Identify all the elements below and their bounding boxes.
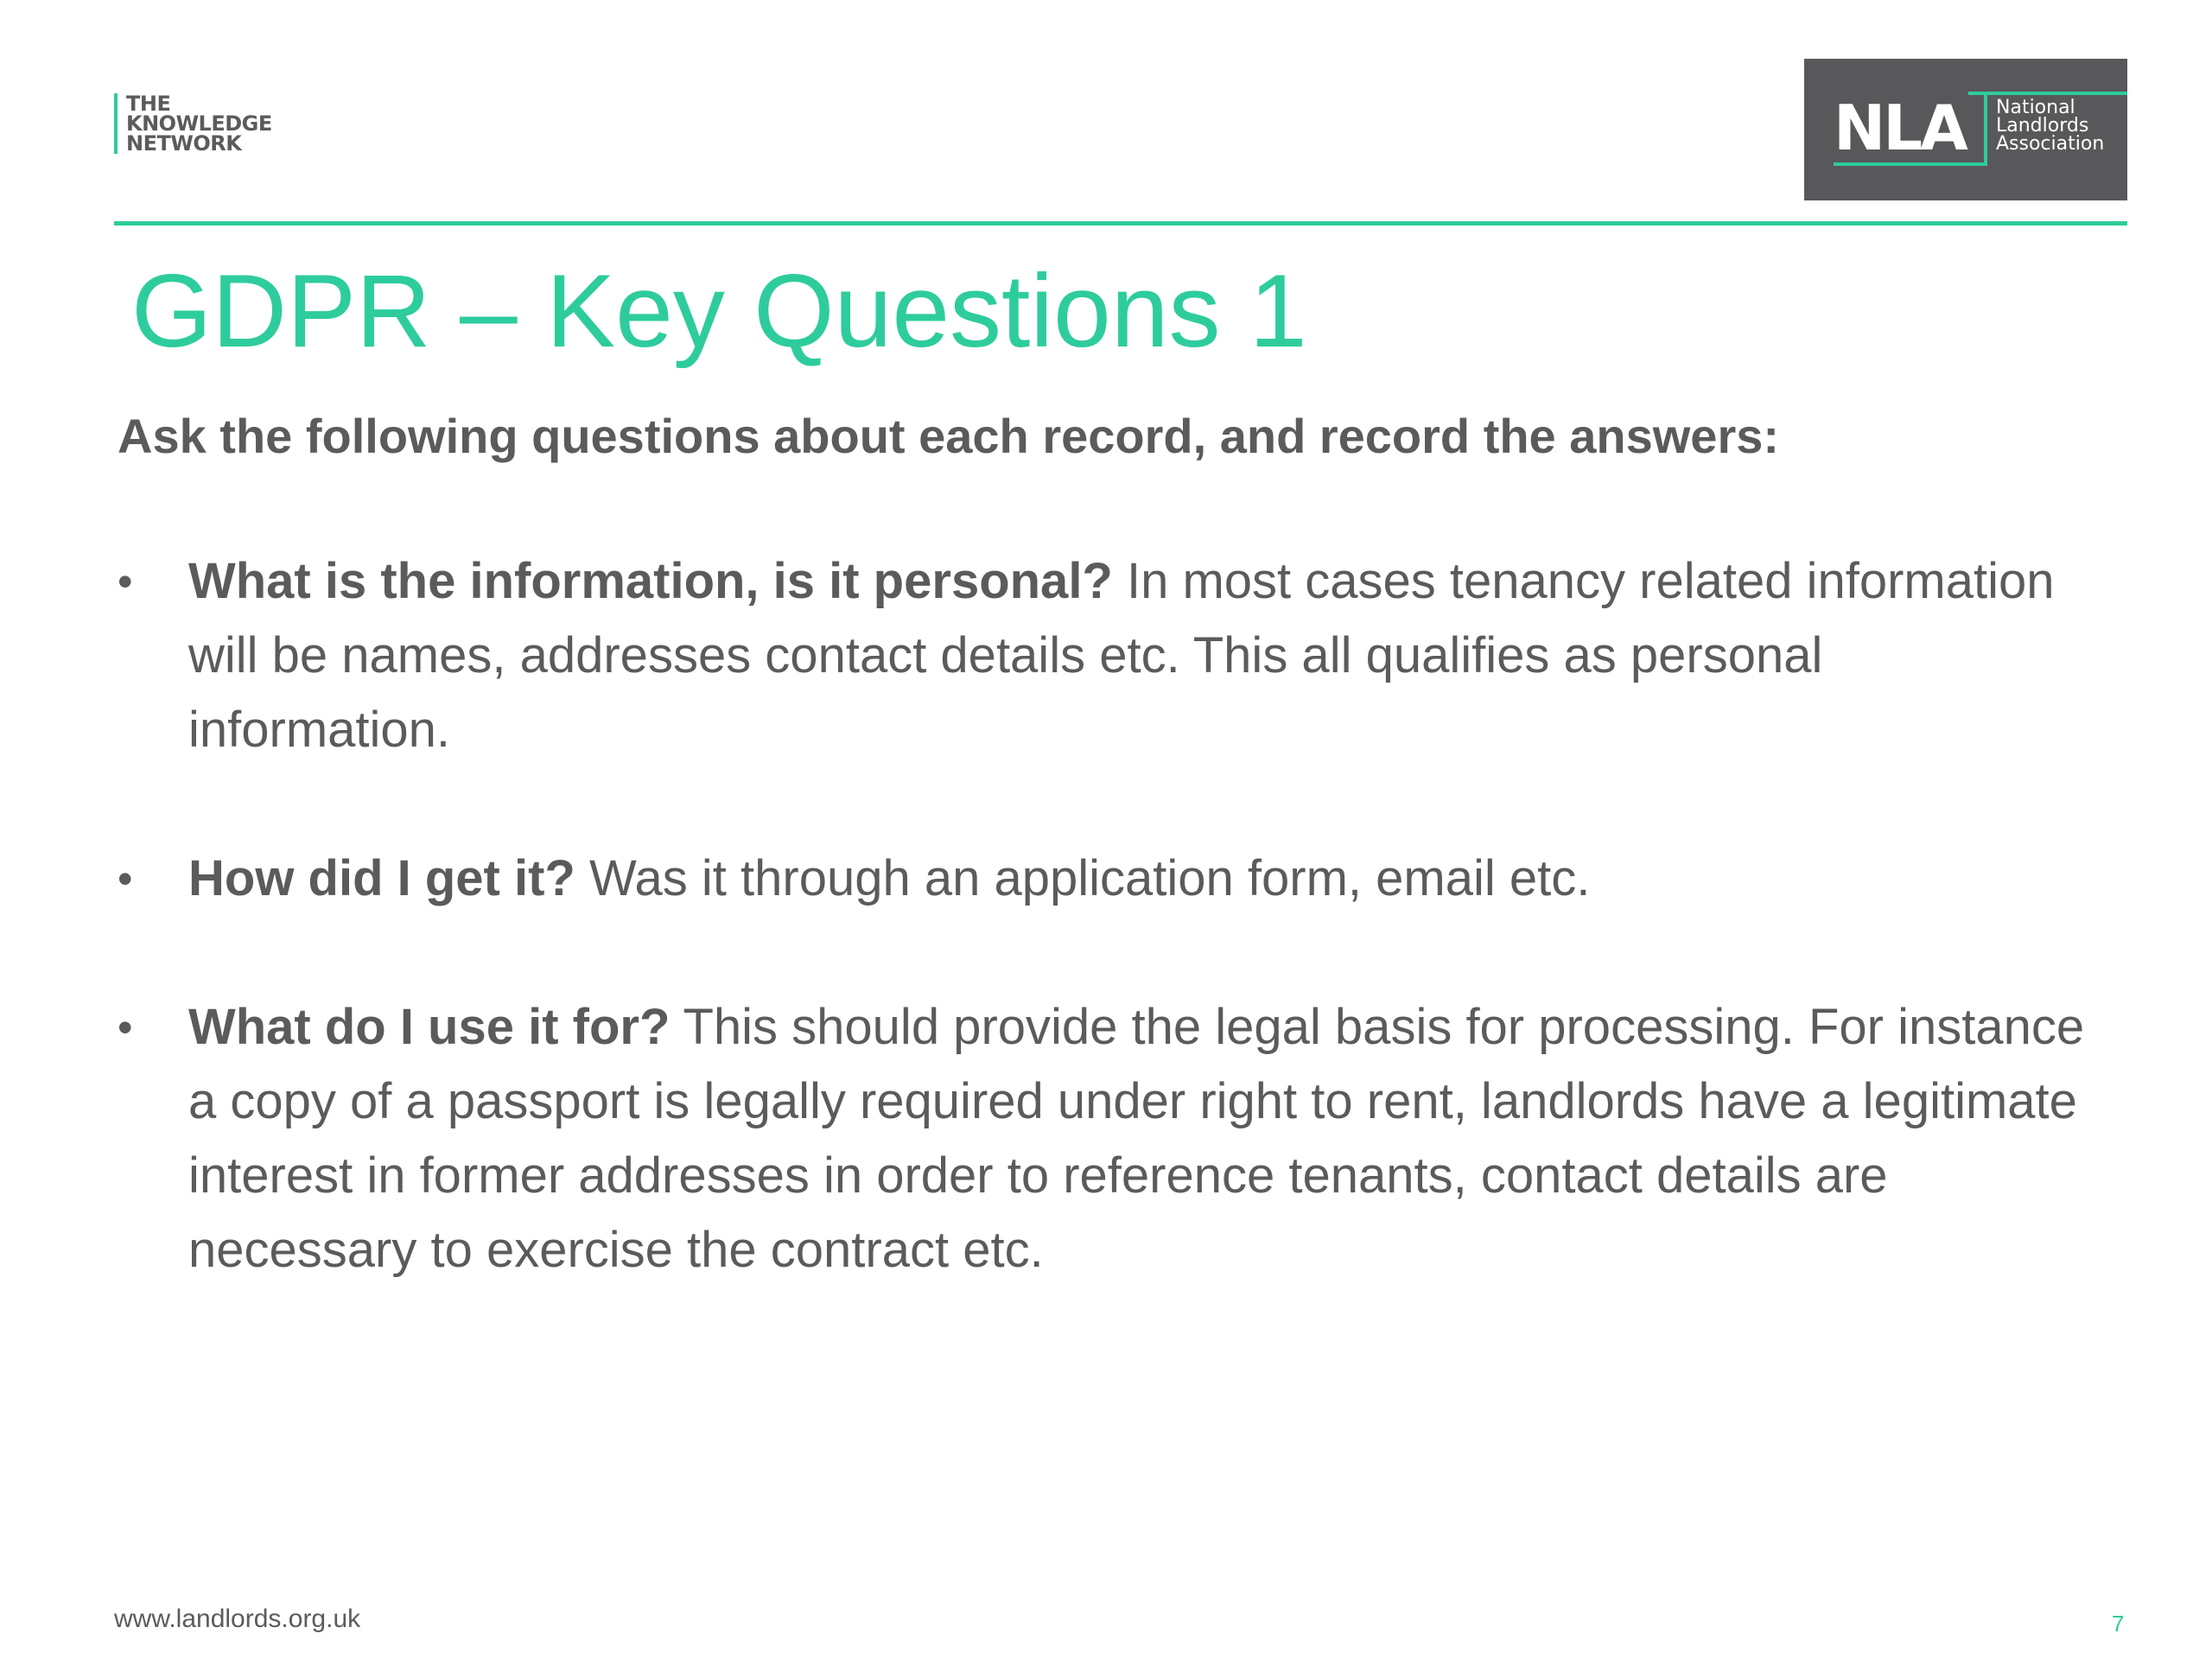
nla-letters: NLA bbox=[1834, 92, 1966, 164]
knowledge-network-wordmark bbox=[126, 93, 272, 154]
nla-logo bbox=[1804, 59, 2127, 200]
logo-line-the: THE bbox=[126, 91, 171, 116]
nla-line-national: National bbox=[1996, 97, 2075, 118]
answer-text: In most cases tenancy related information will be names, addresses contact details etc. This all qualifies as personal information. bbox=[188, 553, 2055, 758]
bullet-icon: • bbox=[118, 557, 133, 606]
list-item bbox=[118, 990, 2096, 1287]
logo-line-network: NETWORK bbox=[126, 130, 242, 156]
nla-full-name bbox=[1996, 99, 2104, 153]
knowledge-network-logo bbox=[114, 93, 272, 154]
question-text: What do I use it for? bbox=[188, 999, 671, 1055]
logo-line-knowledge: KNOWLEDGE bbox=[126, 111, 272, 136]
list-item bbox=[118, 544, 2096, 767]
bullet-icon: • bbox=[118, 855, 133, 903]
footer-url: www.landlords.org.uk bbox=[114, 1605, 361, 1633]
answer-text: Was it through an application form, email etc. bbox=[575, 850, 1591, 906]
question-text: How did I get it? bbox=[188, 850, 575, 906]
list-item bbox=[118, 842, 2096, 916]
page-number: 7 bbox=[2112, 1611, 2125, 1637]
header-divider bbox=[114, 221, 2127, 226]
question-text: What is the information, is it personal? bbox=[188, 553, 1113, 609]
slide-title: GDPR – Key Questions 1 bbox=[131, 253, 1307, 369]
logo-accent-bar bbox=[114, 93, 118, 154]
nla-line-landlords: Landlords bbox=[1996, 115, 2089, 137]
slide-intro: Ask the following questions about each record, and record the answers: bbox=[118, 409, 1780, 463]
answer-text: This should provide the legal basis for processing. For instance a copy of a passport is legally required under right to rent, landlords have a legitimate interest in former addresses in order to reference tenants, contact details are necessary to exercise the contract etc. bbox=[188, 999, 2085, 1278]
bullet-icon: • bbox=[118, 1003, 133, 1052]
question-list bbox=[118, 544, 2096, 1362]
nla-line-association: Association bbox=[1996, 133, 2105, 155]
